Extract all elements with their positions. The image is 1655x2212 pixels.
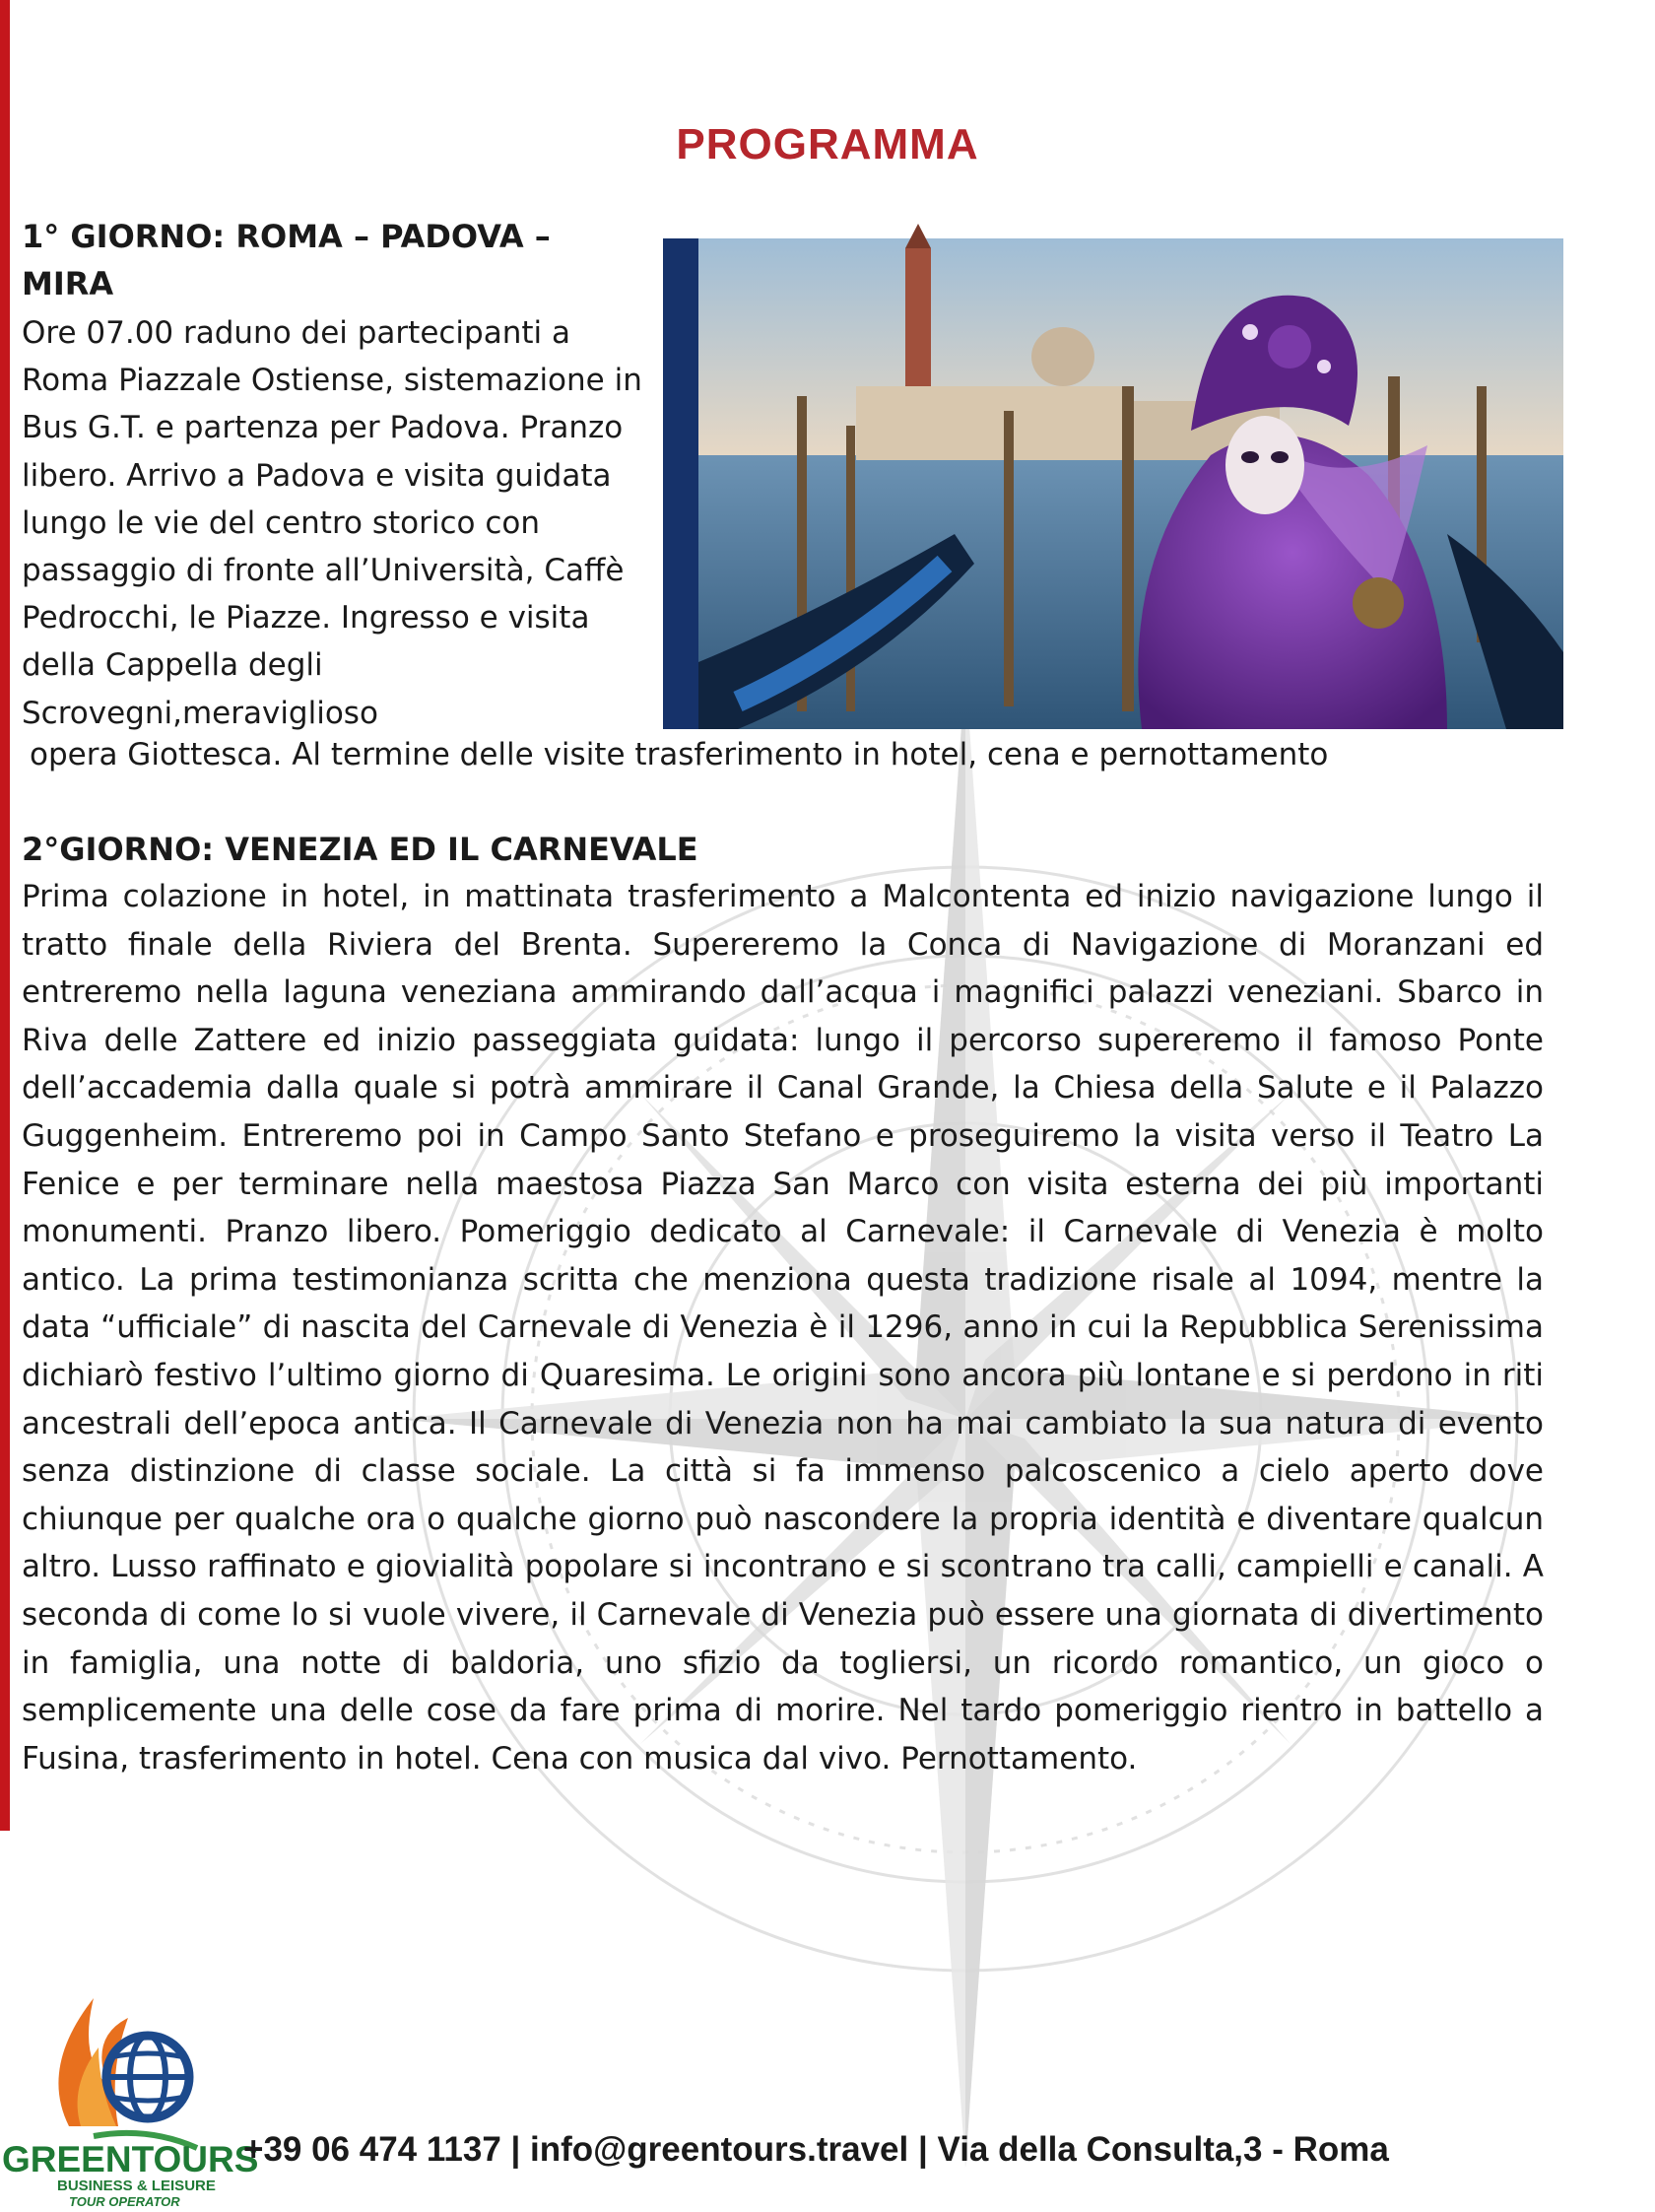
globe-flame-logo-icon <box>0 1978 259 2212</box>
venice-carnival-photo <box>663 238 1563 729</box>
page-title: PROGRAMMA <box>676 120 979 168</box>
logo-brand-text: GREENTOURS <box>2 2139 259 2179</box>
day2-heading: 2°GIORNO: VENEZIA ED IL CARNEVALE <box>22 831 698 868</box>
day1-body: Ore 07.00 raduno dei partecipanti a Roma Piazzale Ostiense, sistemazione in Bus G.T. e partenza per Padova. Pranzo libero. Arrivo a Padova e visita guidata lungo le vie del centro storico con passaggio di fronte all’Università, Caffè Pedrocchi, le Piazze. Ingresso e visita della Cappella degli Scrovegni,meraviglioso <box>22 315 642 731</box>
footer-contact: +39 06 474 1137 | info@greentours.travel | Via della Consulta,3 - Roma <box>243 2130 1389 2169</box>
left-accent-bar <box>0 0 10 1831</box>
day1-body-end: opera Giottesca. Al termine delle visite trasferimento in hotel, cena e pernottamento <box>30 737 1329 772</box>
logo-sub: TOUR OPERATOR <box>69 2194 180 2209</box>
logo-tagline: BUSINESS & LEISURE <box>57 2178 216 2194</box>
greentours-logo <box>0 1978 259 2212</box>
day2-body: Prima colazione in hotel, in mattinata trasferimento a Malcontenta ed inizio navigazione lungo il tratto finale della Riviera del Brenta. Supereremo la Conca di Navigazione di Moranzani ed entreremo nella laguna veneziana ammirando dall’acqua i magnifici palazzi veneziani. Sbarco in Riva delle Zattere ed inizio passeggiata guidata: lungo il percorso supereremo il famoso Ponte dell’accademia dalla quale si potrà ammirare il Canal Grande, la Chiesa della Salute e il Palazzo Guggenheim. Entreremo poi in Campo Santo Stefano e proseguiremo la visita verso il Teatro La Fenice e per terminare nella maestosa Piazza San Marco con visita esterna dei più importanti monumenti. Pranzo libero. Pomeriggio dedicato al Carnevale: il Carnevale di Venezia è molto antico. La prima testimonianza scritta che menziona questa tradizione risale al 1094, mentre la data “ufficiale” di nascita del Carnevale di Venezia è il 1296, anno in cui la Repubblica Serenissima dichiarò festivo l’ultimo giorno di Quaresima. Le origini sono ancora più lontane e si perdono in riti ancestrali dell’epoca antica. Il Carnevale di Venezia non ha mai cambiato la sua natura di evento senza distinzione di classe sociale. La città si fa immenso palcoscenico a cielo aperto dove chiunque per qualche ora o qualche giorno può nascondere la propria identità e diventare qualcun altro. Lusso raffinato e giovialità popolare si incontrano e si scontrano tra calli, campielli e canali. A seconda di come lo si vuole vivere, il Carnevale di Venezia può essere una giornata di divertimento in famiglia, una notte di baldoria, uno sfizio da togliersi, un ricordo romantico, un gioco o semplicemente una delle cose da fare prima di morire. Nel tardo pomeriggio rientro in battello a Fusina, trasferimento in hotel. Cena con musica dal vivo. Pernottamento. <box>22 879 1544 1776</box>
day1-heading: 1° GIORNO: ROMA – PADOVA – MIRA <box>22 218 551 302</box>
venice-carnival-mask-photo-icon <box>698 238 1563 729</box>
